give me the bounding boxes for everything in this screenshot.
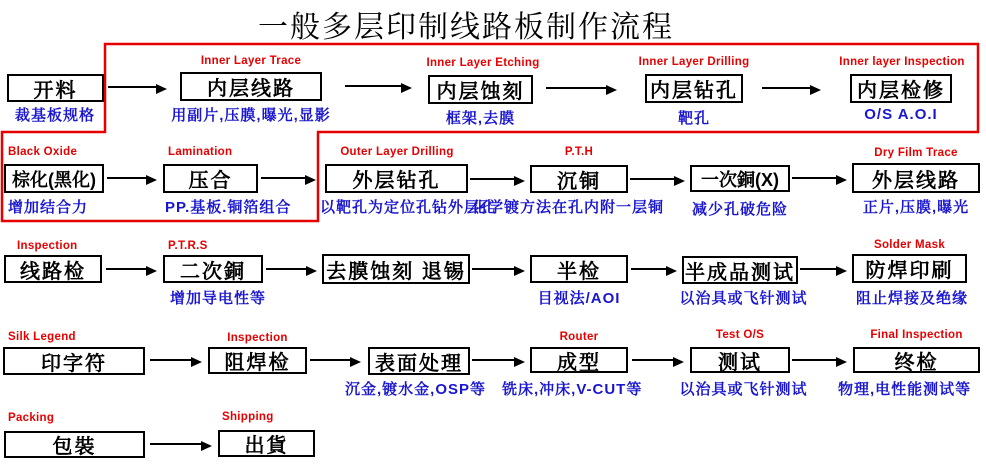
stage-desc-black-oxide: 增加结合力 (8, 199, 89, 216)
flow-arrow (800, 268, 836, 270)
stage-desc-first-copper: 减少孔破危险 (692, 201, 789, 218)
stage-label-black-oxide: Black Oxide (8, 146, 78, 158)
stage-box-pth: 沉铜 (530, 165, 628, 193)
stage-box-shipping: 出貨 (218, 430, 315, 457)
stage-box-ptrs: 二次銅 (163, 255, 263, 283)
flow-arrow (631, 268, 666, 270)
stage-label-inner-layer-inspection: Inner layer Inspection (839, 56, 965, 68)
stage-label-trace-inspection: Inspection (17, 240, 78, 252)
stage-desc-inner-layer-etching: 框架,去膜 (445, 110, 516, 127)
flow-arrow (150, 443, 201, 445)
stage-desc-outer-layer-drilling: 以靶孔为定位孔钻外层孔 (320, 199, 497, 216)
stage-box-dry-film-trace: 外层线路 (852, 163, 980, 193)
stage-label-outer-layer-drilling: Outer Layer Drilling (340, 146, 454, 158)
stage-label-solder-mask-inspection: Inspection (227, 332, 288, 344)
stage-desc-router: 铣床,冲床,V-CUT等 (502, 381, 643, 398)
flow-arrow (792, 359, 836, 361)
flow-arrow (106, 268, 146, 270)
stage-label-inner-layer-trace: Inner Layer Trace (200, 55, 302, 67)
stage-desc-pth: 化学镀方法在孔内附一层铜 (472, 199, 665, 216)
stage-desc-ptrs: 增加导电性等 (170, 290, 267, 307)
flow-arrow (150, 359, 191, 361)
stage-box-surface-finish: 表面处理 (368, 347, 470, 375)
stage-box-inner-layer-drilling: 内层钻孔 (645, 74, 743, 103)
stage-box-solder-mask-inspection: 阻焊检 (208, 347, 307, 374)
stage-box-semi-product-test: 半成品测试 (682, 256, 798, 284)
stage-desc-semi-inspection: 目视法/AOI (537, 290, 621, 307)
stage-label-packing: Packing (8, 412, 55, 424)
stage-desc-dry-film-trace: 正片,压膜,曝光 (862, 199, 970, 216)
page-title: 一般多层印制线路板制作流程 (258, 11, 674, 44)
flow-arrow (266, 268, 306, 270)
stage-box-inner-layer-trace: 内层线路 (180, 72, 322, 101)
stage-box-inner-layer-inspection: 内层检修 (850, 74, 952, 103)
flow-arrow (546, 87, 606, 89)
stage-box-first-copper: 一次銅(X) (690, 165, 790, 192)
stage-desc-semi-product-test: 以治具或飞针测试 (679, 290, 808, 307)
stage-desc-cutting: 裁基板规格 (14, 107, 95, 124)
stage-label-dry-film-trace: Dry Film Trace (874, 147, 958, 159)
stage-box-trace-inspection: 线路检 (4, 255, 102, 283)
stage-label-shipping: Shipping (222, 411, 274, 423)
stage-label-inner-layer-etching: Inner Layer Etching (426, 57, 540, 69)
stage-label-final-inspection: Final Inspection (870, 329, 963, 341)
stage-desc-final-inspection: 物理,电性能测试等 (838, 381, 972, 398)
flow-arrow (107, 177, 146, 179)
stage-label-solder-mask: Solder Mask (873, 239, 946, 251)
flow-arrow (472, 359, 514, 361)
stage-box-solder-mask: 防焊印刷 (852, 254, 967, 283)
stage-box-lamination: 压合 (163, 164, 258, 193)
stage-label-lamination: Lamination (168, 146, 233, 158)
stage-box-inner-layer-etching: 内层蚀刻 (428, 75, 533, 104)
stage-box-final-inspection: 终检 (853, 347, 980, 373)
flow-arrow (470, 178, 514, 180)
flow-arrow (108, 86, 156, 88)
stage-desc-test-os: 以治具或飞针测试 (679, 381, 808, 398)
stage-box-black-oxide: 棕化(黑化) (4, 164, 104, 193)
stage-label-silk-legend: Silk Legend (8, 331, 76, 343)
flow-arrow (762, 87, 810, 89)
stage-desc-lamination: PP.基板.铜箔组合 (165, 199, 292, 216)
flow-arrow (632, 359, 673, 361)
stage-desc-inner-layer-trace: 用副片,压膜,曝光,显影 (171, 107, 331, 124)
stage-box-test-os: 测试 (690, 347, 790, 373)
stage-box-semi-inspection: 半检 (530, 255, 628, 283)
stage-label-pth: P.T.H (564, 146, 594, 158)
flow-arrow (792, 177, 836, 179)
stage-desc-solder-mask: 阻止焊接及绝缘 (855, 290, 968, 307)
flow-arrow (345, 85, 401, 87)
stage-label-test-os: Test O/S (715, 329, 765, 341)
stage-desc-inner-layer-drilling: 靶孔 (677, 110, 710, 127)
stage-box-silk-legend: 印字符 (3, 347, 145, 375)
stage-label-ptrs: P.T.R.S (168, 240, 208, 252)
stage-label-router: Router (559, 331, 599, 343)
stage-desc-inner-layer-inspection: O/S A.O.I (864, 106, 938, 123)
stage-box-packing: 包裝 (4, 431, 145, 458)
flow-arrow (472, 268, 514, 270)
flow-arrow (261, 177, 305, 179)
stage-box-cutting: 开料 (7, 74, 104, 102)
stage-box-router: 成型 (530, 347, 628, 373)
flow-arrow (310, 359, 350, 361)
stage-box-outer-layer-drilling: 外层钻孔 (325, 164, 468, 193)
stage-label-inner-layer-drilling: Inner Layer Drilling (638, 56, 750, 68)
flow-arrow (630, 178, 674, 180)
stage-box-strip-etch-tin: 去膜蚀刻 退锡 (322, 254, 470, 284)
stage-desc-surface-finish: 沉金,镀水金,OSP等 (345, 381, 487, 398)
